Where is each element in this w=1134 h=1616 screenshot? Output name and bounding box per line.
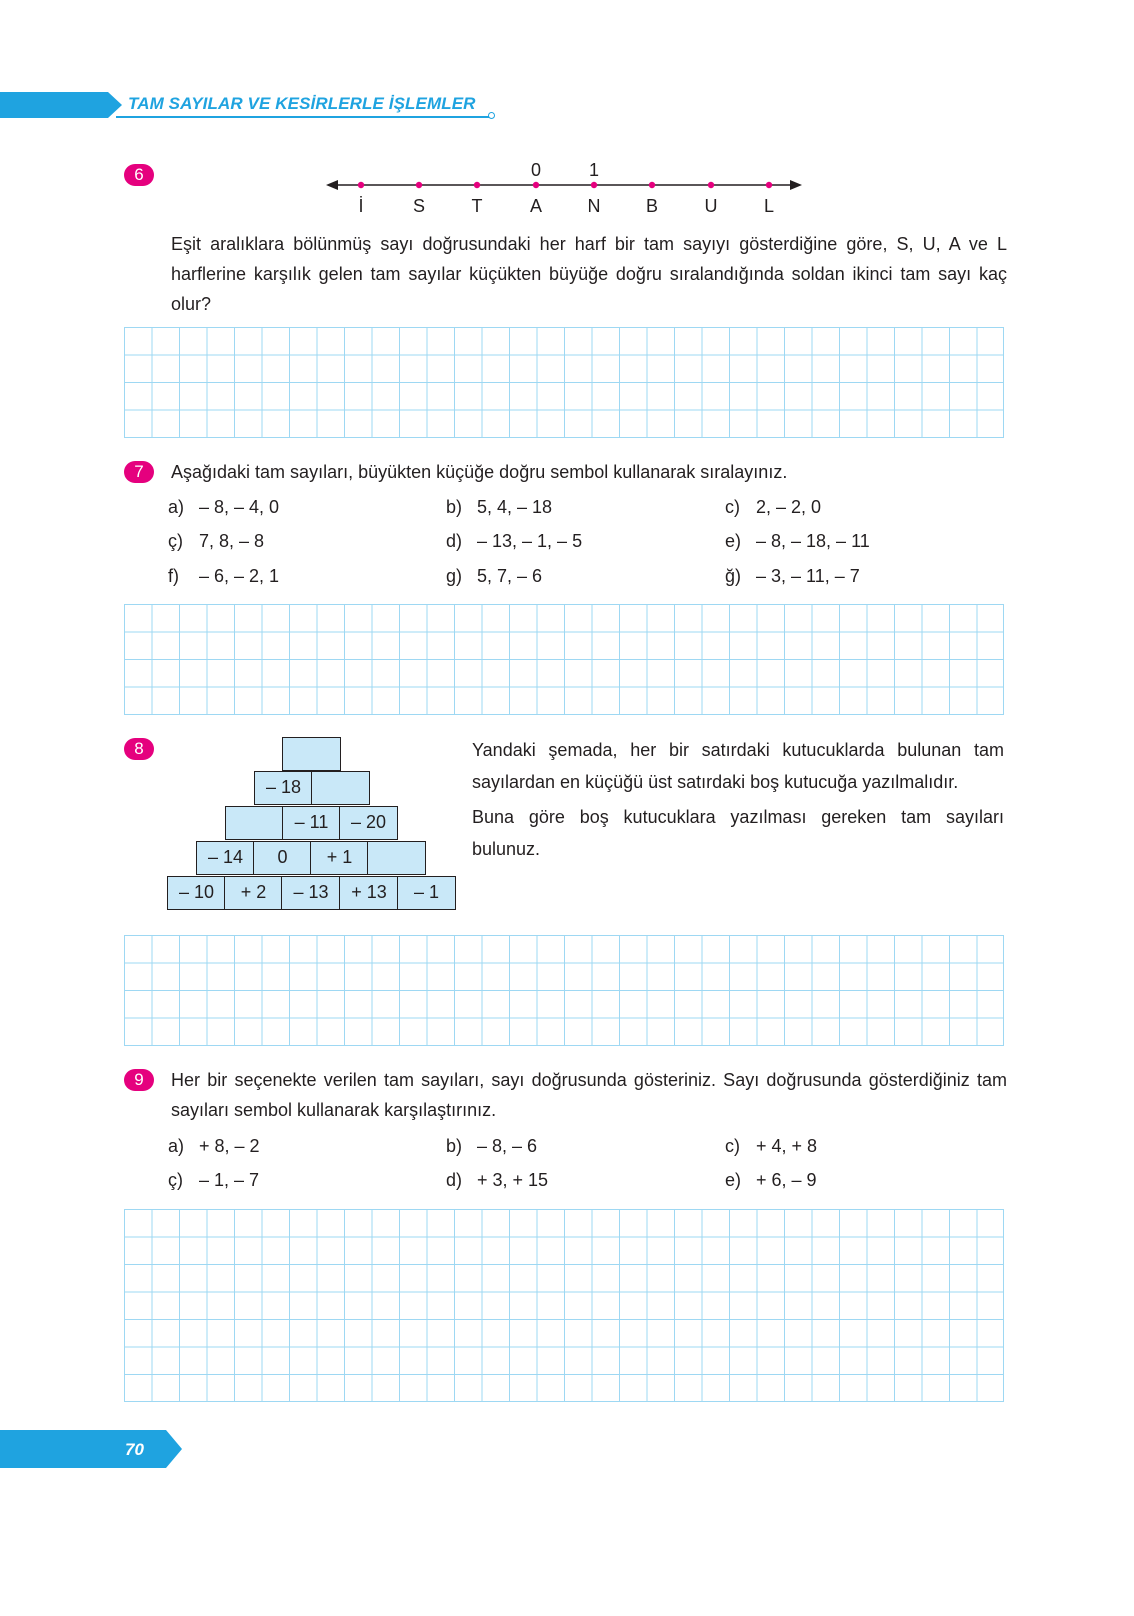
- point-I: [358, 182, 364, 188]
- point-U: [708, 182, 714, 188]
- point-N: [591, 182, 597, 188]
- pyramid-cell: + 13: [339, 876, 399, 910]
- pyramid-cell: – 1: [397, 876, 456, 910]
- q7-option-g: g) 5, 7, – 6: [446, 566, 543, 586]
- q9-option-e: e) + 6, – 9: [725, 1170, 817, 1190]
- point-T: [474, 182, 480, 188]
- q9-option-d: d) + 3, + 15: [446, 1170, 549, 1190]
- q9-option-a: a) + 8, – 2: [168, 1136, 260, 1156]
- pyramid-cell: – 18: [254, 771, 313, 805]
- question-6-badge: 6: [124, 164, 154, 186]
- q7-option-a: a) – 8, – 4, 0: [168, 497, 280, 517]
- left-arrow-icon: [326, 180, 338, 190]
- letter-T: T: [471, 196, 483, 216]
- pyramid-cell: – 11: [282, 806, 341, 840]
- header-band: [0, 90, 124, 120]
- zero-label: 0: [530, 160, 542, 180]
- question-8-badge: 8: [124, 738, 154, 760]
- pyramid-cell[interactable]: [225, 806, 284, 840]
- question-7-badge: 7: [124, 461, 154, 483]
- pyramid-cell[interactable]: [367, 841, 426, 875]
- point-A: [533, 182, 539, 188]
- page-number-tab: [0, 1430, 186, 1468]
- q7-option-b: b) 5, 4, – 18: [446, 497, 553, 517]
- pyramid-cell[interactable]: [311, 771, 370, 805]
- question-9-text: Her bir seçenekte verilen tam sayıları, sayı doğrusunda gösteriniz. Sayı doğrusunda gösterdiğiniz tam sayıları sembol kullanarak karşılaştırınız.: [171, 1070, 1007, 1120]
- pyramid-cell: + 2: [224, 876, 283, 910]
- q7-option-f: f) – 6, – 2, 1: [168, 566, 280, 586]
- question-8-instruction: Buna göre boş kutucuklara yazılması gereken tam sayıları bulunuz.: [472, 807, 1004, 859]
- header-underline: [116, 116, 492, 118]
- pyramid-cell: – 14: [196, 841, 255, 875]
- answer-grid-6[interactable]: [124, 327, 1004, 438]
- q7-option-d: d) – 13, – 1, – 5: [446, 531, 583, 551]
- question-7-text: Aşağıdaki tam sayıları, büyükten küçüğe doğru sembol kullanarak sıralayınız.: [171, 462, 788, 482]
- q9-option-b: b) – 8, – 6: [446, 1136, 538, 1156]
- answer-grid-7[interactable]: [124, 604, 1004, 715]
- right-arrow-icon: [790, 180, 802, 190]
- pyramid-cell: – 20: [339, 806, 398, 840]
- letter-A: A: [529, 196, 543, 216]
- pyramid-cell: – 13: [281, 876, 341, 910]
- pyramid-cell[interactable]: [282, 737, 341, 771]
- q7-option-gg: ğ) – 3, – 11, – 7: [725, 566, 860, 586]
- letter-L: L: [763, 196, 775, 216]
- question-8-text: Yandaki şemada, her bir satırdaki kutucuklarda bulunan tam sayılardan en küçüğü üst satırdaki boş kutucuğa yazılmalıdır.: [472, 740, 1004, 792]
- header-line-dot: [488, 112, 495, 119]
- letter-U: U: [704, 196, 718, 216]
- page-number: 70: [125, 1440, 144, 1459]
- pyramid-cell: + 1: [310, 841, 369, 875]
- point-L: [766, 182, 772, 188]
- letter-B: B: [645, 196, 659, 216]
- letter-I: İ: [358, 196, 364, 216]
- pyramid-cell: 0: [253, 841, 312, 875]
- letter-S: S: [412, 196, 426, 216]
- q7-option-e: e) – 8, – 18, – 11: [725, 531, 870, 551]
- answer-grid-8[interactable]: [124, 935, 1004, 1046]
- question-6-text: Eşit aralıklara bölünmüş sayı doğrusundaki her harf bir tam sayıyı gösterdiğine göre, S, U, A ve L harflerine karşılık gelen tam sayılar küçükten büyüğe doğru sıralandığında soldan ikinci tam sayı kaç olur?: [171, 234, 1007, 314]
- pyramid-cell: – 10: [167, 876, 226, 910]
- q9-option-cc: ç) – 1, – 7: [168, 1170, 260, 1190]
- letter-N: N: [587, 196, 601, 216]
- q7-option-cc: ç) 7, 8, – 8: [168, 531, 265, 551]
- one-label: 1: [588, 160, 600, 180]
- point-B: [649, 182, 655, 188]
- point-S: [416, 182, 422, 188]
- number-line: [320, 150, 820, 225]
- question-9-badge: 9: [124, 1069, 154, 1091]
- answer-grid-9[interactable]: [124, 1209, 1004, 1402]
- q9-option-c: c) + 4, + 8: [725, 1136, 818, 1156]
- q7-option-c: c) 2, – 2, 0: [725, 497, 822, 517]
- chapter-title: TAM SAYILAR VE KESİRLERLE İŞLEMLER: [128, 94, 476, 113]
